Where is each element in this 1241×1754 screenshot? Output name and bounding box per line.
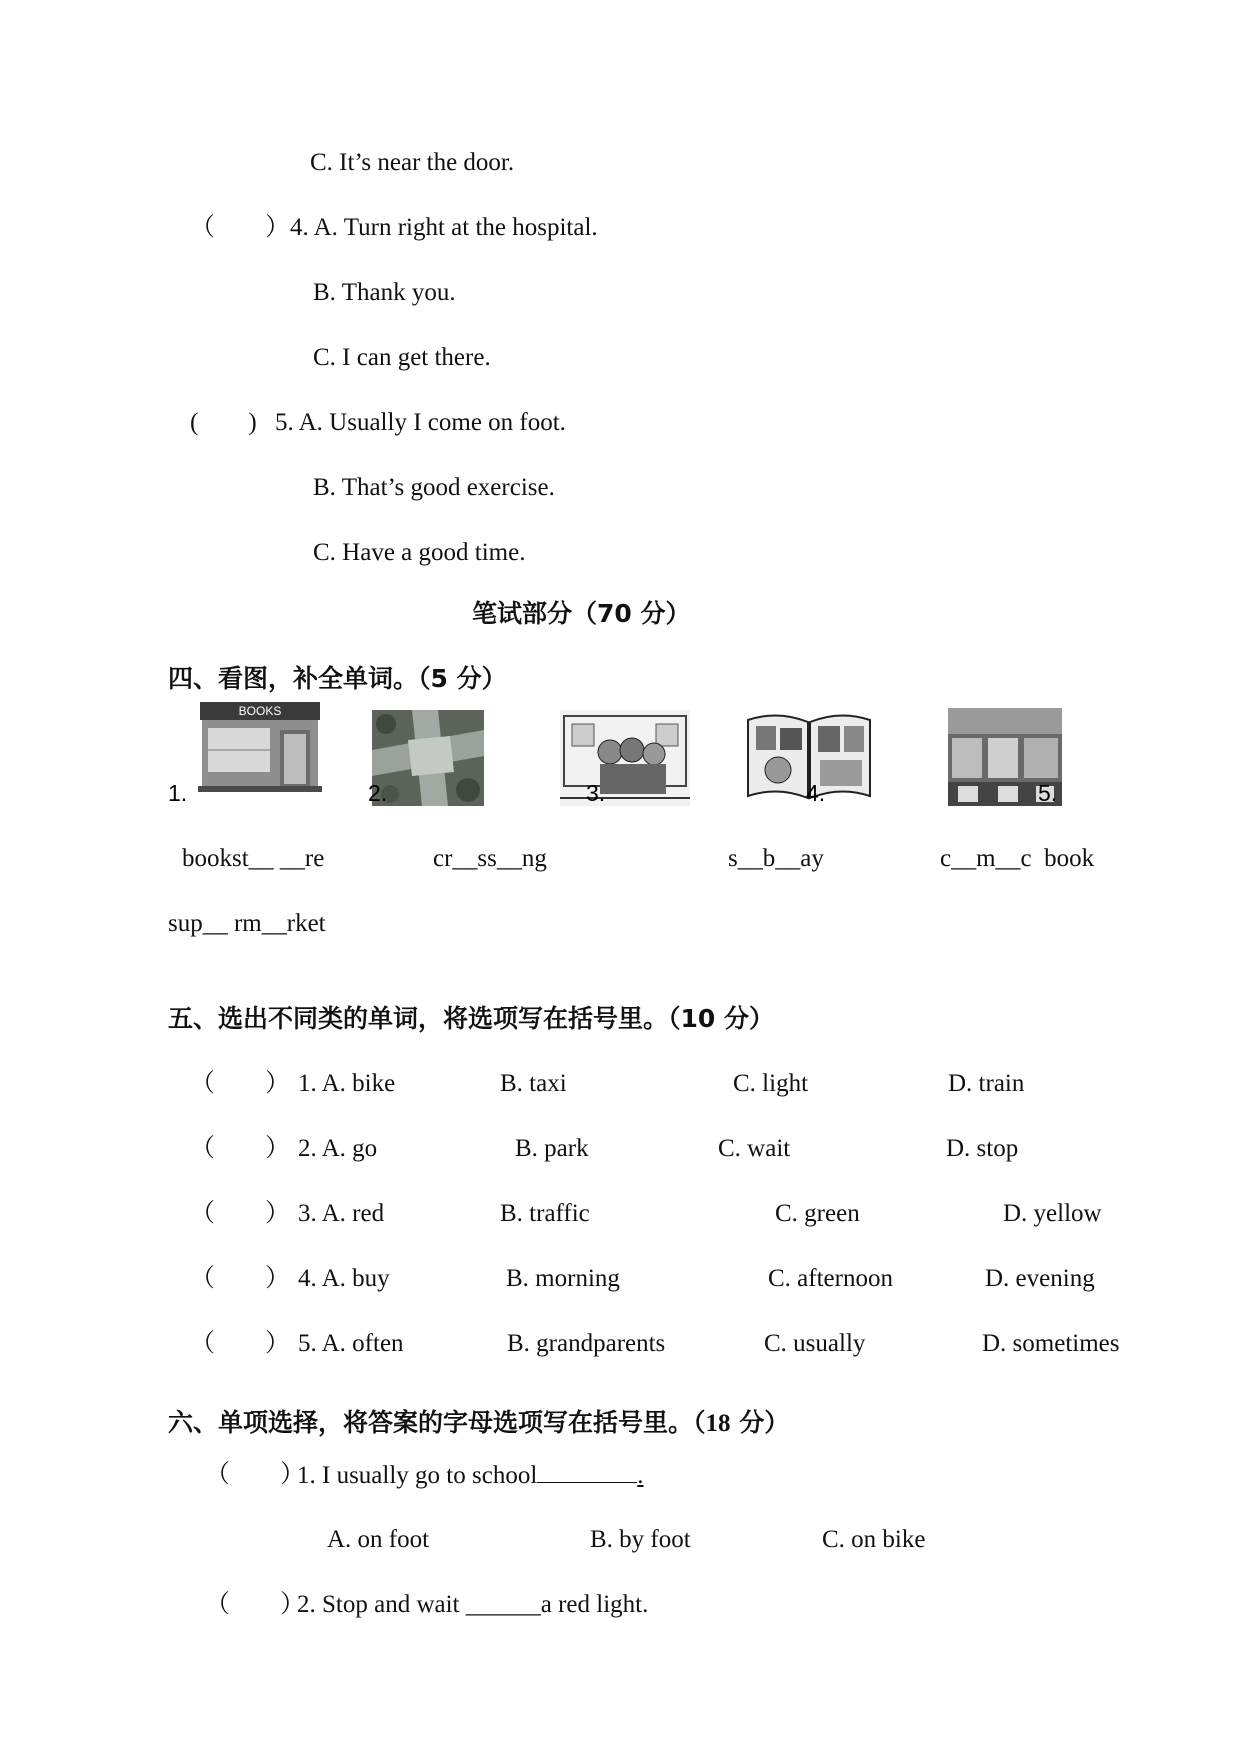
s5-q2-bracket[interactable]: （ ） xyxy=(190,1135,291,1162)
written-part-title: 笔试部分（70 分） xyxy=(472,599,691,628)
s5-q1-option-b: B. taxi xyxy=(500,1070,567,1097)
section6-title-main: 六、单项选择，将答案的字母选项写在括号里。（ xyxy=(168,1408,706,1437)
s6-q1-stem-text: 1. I usually go to school xyxy=(297,1462,538,1489)
section6-title-unit: 分） xyxy=(730,1408,790,1437)
s5-q5-option-b: B. grandparents xyxy=(507,1330,666,1357)
s6-q2-bracket[interactable]: （ ） xyxy=(205,1591,306,1618)
s6-q1-end: . xyxy=(637,1462,644,1489)
picture-number-1: 1. xyxy=(168,780,188,806)
s5-q3-option-d: D. yellow xyxy=(1003,1200,1102,1227)
picture-number-5: 5. xyxy=(1038,780,1058,806)
s6-q2-stem-text: 2. Stop and wait xyxy=(297,1591,466,1618)
s5-q2-option-d: D. stop xyxy=(946,1135,1019,1162)
section4-title: 四、看图，补全单词。（5 分） xyxy=(168,664,507,693)
s6-q1-bracket[interactable]: （ ） xyxy=(205,1461,306,1488)
q4-option-c: C. I can get there. xyxy=(313,344,491,371)
s5-q2-option-b: B. park xyxy=(515,1135,589,1162)
word-comic-book: c__m__c book xyxy=(940,845,1095,872)
q5-option-c: C. Have a good time. xyxy=(313,539,526,566)
s5-q2-option-a: 2. A. go xyxy=(298,1135,378,1162)
s6-q1-option-c: C. on bike xyxy=(822,1526,926,1553)
s5-q5-option-c: C. usually xyxy=(764,1330,866,1357)
s5-q3-option-a: 3. A. red xyxy=(298,1200,385,1227)
q5-option-b: B. That’s good exercise. xyxy=(313,474,555,501)
s5-q1-option-a: 1. A. bike xyxy=(298,1070,396,1097)
section6-title-score: 18 xyxy=(705,1410,731,1437)
picture-number-2: 2. xyxy=(368,780,388,806)
s5-q1-bracket[interactable]: （ ） xyxy=(190,1070,291,1097)
s5-q3-bracket[interactable]: （ ） xyxy=(190,1200,291,1227)
q5-stem: 5. A. Usually I come on foot. xyxy=(275,409,566,436)
bookstore-sign: BOOKS xyxy=(238,704,282,718)
s6-q1-answer-blank[interactable] xyxy=(537,1462,637,1483)
s6-q1-option-a: A. on foot xyxy=(327,1526,430,1553)
s6-q1-stem xyxy=(297,1462,644,1488)
s5-q5-option-a: 5. A. often xyxy=(298,1330,404,1357)
s6-q2-stem xyxy=(297,1592,648,1617)
s5-q4-option-b: B. morning xyxy=(506,1265,620,1292)
s6-q1-option-b: B. by foot xyxy=(590,1526,691,1553)
q3-option-c: C. It’s near the door. xyxy=(310,149,515,176)
s5-q3-option-c: C. green xyxy=(775,1200,860,1227)
s6-q2-answer-blank[interactable]: ______ xyxy=(465,1591,541,1618)
q4-answer-bracket[interactable]: （ ） xyxy=(190,214,291,241)
q4-option-b: B. Thank you. xyxy=(313,279,456,306)
word-subway: s__b__ay xyxy=(728,845,824,872)
bookstore-picture xyxy=(198,700,322,792)
section5-title: 五、选出不同类的单词，将选项写在括号里。（10 分） xyxy=(168,1004,774,1033)
crossing-picture xyxy=(372,710,484,806)
section6-title xyxy=(168,1410,789,1436)
q4-stem: 4. A. Turn right at the hospital. xyxy=(290,214,598,241)
s5-q3-option-b: B. traffic xyxy=(500,1200,590,1227)
picture-number-4: 4. xyxy=(806,780,826,806)
word-crossing: cr__ss__ng xyxy=(433,845,547,872)
word-bookstore: bookst__ __re xyxy=(182,845,325,872)
s5-q4-option-d: D. evening xyxy=(985,1265,1095,1292)
picture-number-3: 3. xyxy=(586,780,606,806)
s5-q5-bracket[interactable]: （ ） xyxy=(190,1330,291,1357)
s6-q2-end: a red light. xyxy=(540,1591,649,1618)
s5-q2-option-c: C. wait xyxy=(718,1135,791,1162)
subway-picture xyxy=(560,710,690,806)
s5-q1-option-d: D. train xyxy=(948,1070,1025,1097)
s5-q5-option-d: D. sometimes xyxy=(982,1330,1120,1357)
s5-q4-bracket[interactable]: （ ） xyxy=(190,1265,291,1292)
q5-answer-bracket[interactable]: ( ) xyxy=(190,409,257,436)
s5-q4-option-c: C. afternoon xyxy=(768,1265,893,1292)
s5-q1-option-c: C. light xyxy=(733,1070,809,1097)
word-supermarket: sup__ rm__rket xyxy=(168,910,326,937)
s5-q4-option-a: 4. A. buy xyxy=(298,1265,390,1292)
